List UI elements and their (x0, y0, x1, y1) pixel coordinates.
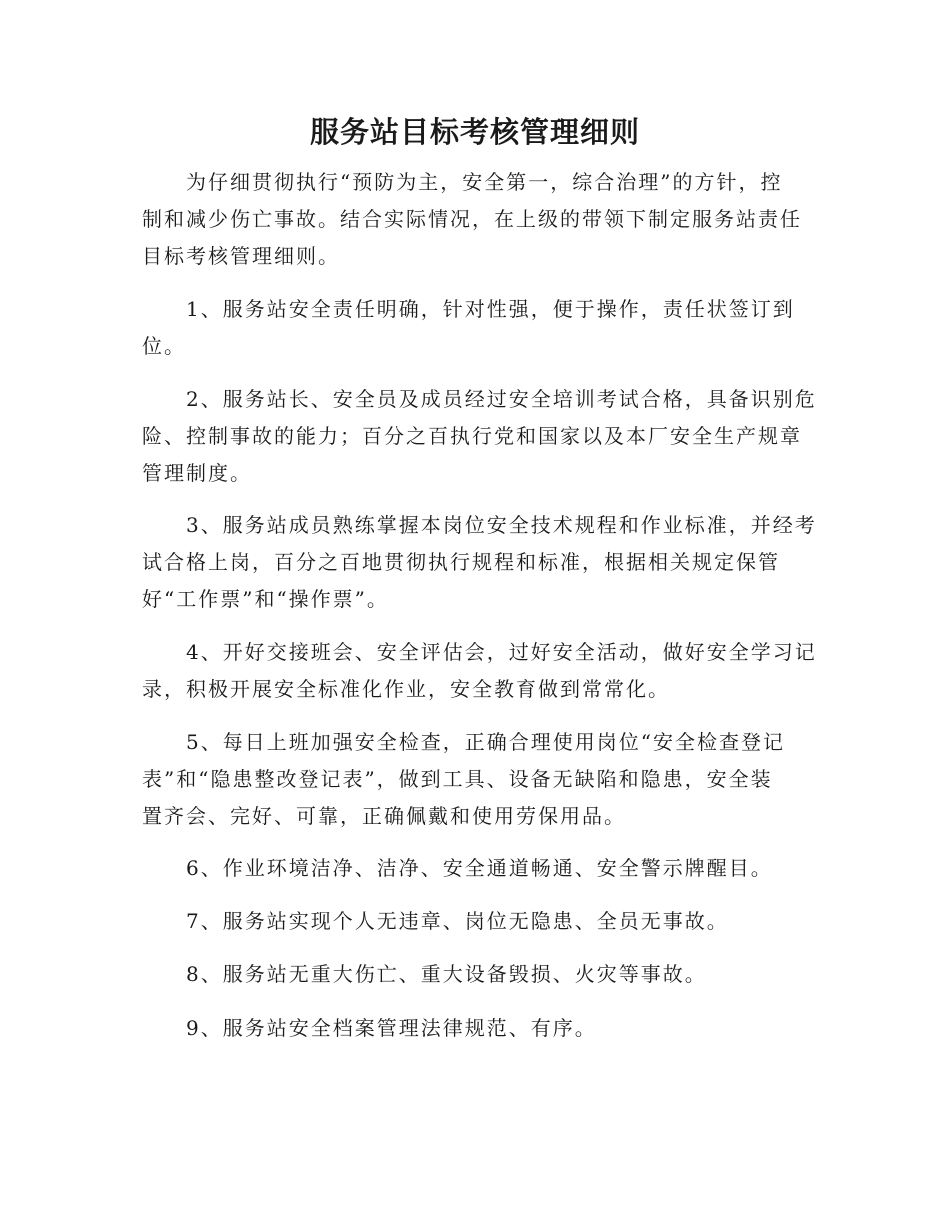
paragraph-line: 险、控制事故的能力；百分之百执行党和国家以及本厂安全生产规章 (142, 424, 802, 448)
paragraph-line: 2、服务站长、安全员及成员经过安全培训考试合格，具备识别危 (186, 387, 817, 411)
paragraph-line: 位。 (142, 334, 186, 358)
paragraph-line: 制和减少伤亡事故。结合实际情况，在上级的带领下制定服务站责任 (142, 207, 802, 231)
paragraph-line: 5、每日上班加强安全检查，正确合理使用岗位“安全检查登记 (186, 730, 785, 754)
paragraph-line: 表”和“隐患整改登记表”，做到工具、设备无缺陷和隐患，安全装 (142, 767, 773, 791)
rule-item-6 (142, 850, 822, 887)
paragraph-line: 录，积极开展安全标准化作业，安全教育做到常常化。 (142, 677, 670, 701)
rule-item-7 (142, 903, 822, 940)
intro-paragraph (142, 164, 822, 275)
paragraph-line: 9、服务站安全档案管理法律规范、有序。 (186, 1016, 597, 1040)
paragraph-line: 置齐会、完好、可靠，正确佩戴和使用劳保用品。 (142, 804, 626, 828)
paragraph-line: 为仔细贯彻执行“预防为主，安全第一，综合治理”的方针，控 (186, 170, 783, 194)
rule-item-8 (142, 956, 822, 993)
paragraph-line: 好“工作票”和“操作票”。 (142, 587, 389, 611)
paragraph-line: 目标考核管理细则。 (142, 244, 340, 268)
paragraph-line: 试合格上岗，百分之百地贯彻执行规程和标准，根据相关规定保管 (142, 550, 780, 574)
rule-item-3 (142, 507, 822, 618)
rule-item-1 (142, 291, 822, 365)
rule-item-2 (142, 381, 822, 492)
rule-item-5 (142, 724, 822, 835)
paragraph-line: 3、服务站成员熟练掌握本岗位安全技术规程和作业标准，并经考 (186, 513, 817, 537)
paragraph-line: 7、服务站实现个人无违章、岗位无隐患、全员无事故。 (186, 909, 729, 933)
rule-item-9 (142, 1010, 822, 1047)
paragraph-line: 4、开好交接班会、安全评估会，过好安全活动，做好安全学习记 (186, 640, 817, 664)
document-title: 服务站目标考核管理细则 (309, 115, 640, 149)
paragraph-line: 8、服务站无重大伤亡、重大设备毁损、火灾等事故。 (186, 962, 707, 986)
paragraph-line: 管理制度。 (142, 461, 252, 485)
paragraph-line: 1、服务站安全责任明确，针对性强，便于操作，责任状签订到 (186, 297, 795, 321)
rule-item-4 (142, 634, 822, 708)
paragraph-line: 6、作业环境洁净、洁净、安全通道畅通、安全警示牌醒目。 (186, 856, 773, 880)
